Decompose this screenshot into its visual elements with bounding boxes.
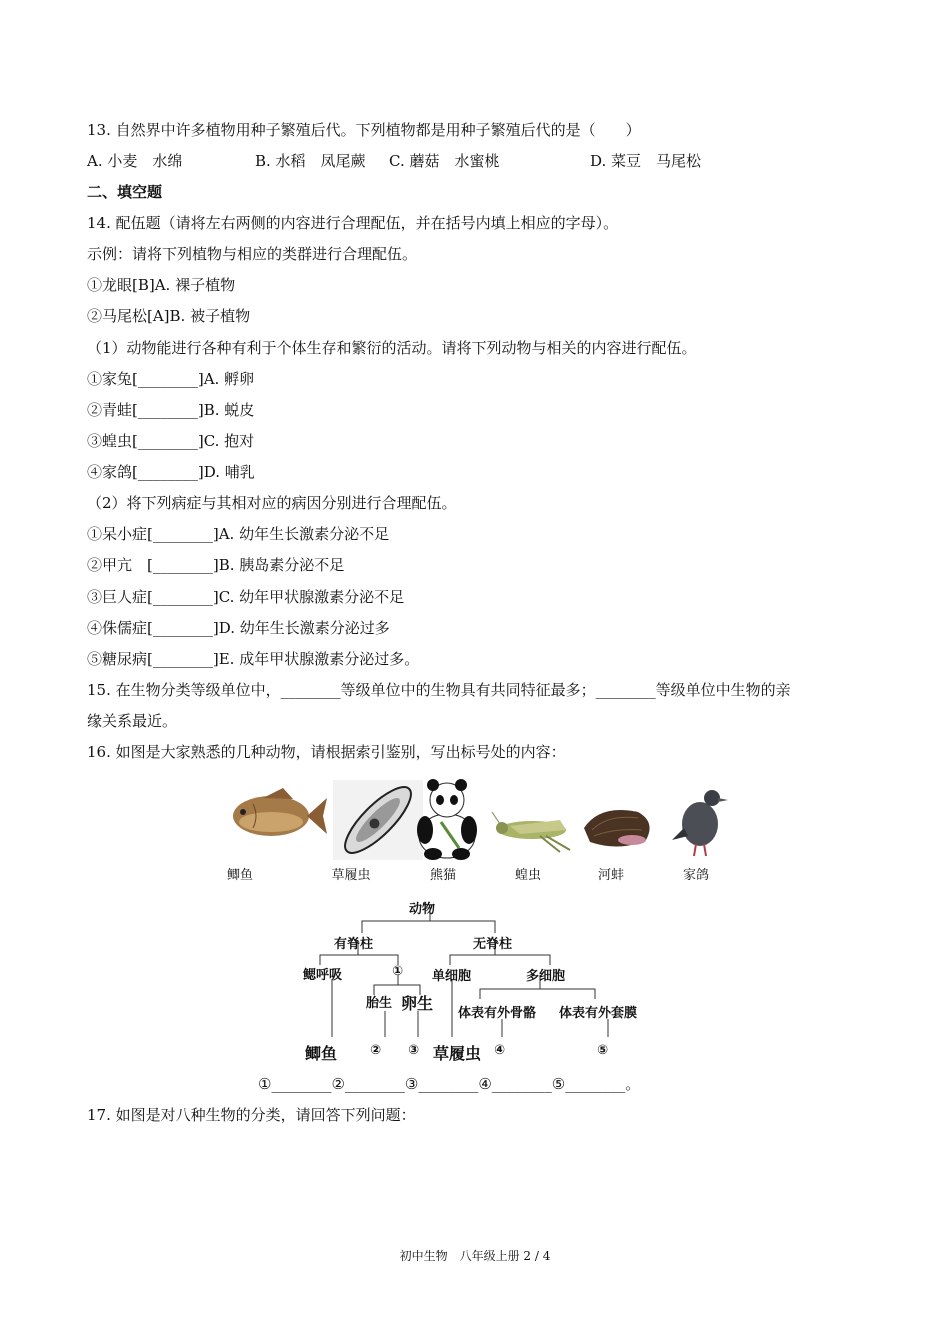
animals-figure xyxy=(215,778,735,888)
key-oviparous: 卵生 xyxy=(401,994,434,1013)
q13-option-b: B. 水稻 凤尾蕨 xyxy=(255,152,366,170)
fish-icon xyxy=(223,786,328,846)
key-unicellular: 单细胞 xyxy=(432,969,472,984)
q14-stem: 14. 配伍题（请将左右两侧的内容进行合理配伍，并在括号内填上相应的字母）。 xyxy=(87,214,619,232)
q14-part2-line: ⑤糖尿病[________]E. 成年甲状腺激素分泌过多。 xyxy=(87,650,420,668)
q16-answer-blanks: ①________②________③________④________⑤________。 xyxy=(258,1075,641,1093)
key-vertebrate: 有脊柱 xyxy=(334,937,374,952)
q17-stem: 17. 如图是对八种生物的分类，请回答下列问题： xyxy=(87,1106,416,1124)
q14-part1-line: ③蝗虫[________]C. 抱对 xyxy=(87,432,255,450)
q16-stem: 16. 如图是大家熟悉的几种动物，请根据索引鉴别，写出标号处的内容： xyxy=(87,743,566,761)
animal-label-mussel: 河蚌 xyxy=(597,868,624,883)
classification-key xyxy=(290,895,670,1070)
q13-stem: 13. 自然界中许多植物用种子繁殖后代。下列植物都是用种子繁殖后代的是（ ） xyxy=(87,121,641,139)
locust-icon xyxy=(490,808,575,858)
key-invertebrate: 无脊柱 xyxy=(473,937,513,952)
q14-part2-line: ②甲亢 [________]B. 胰岛素分泌不足 xyxy=(87,556,345,574)
q13-option-d: D. 菜豆 马尾松 xyxy=(590,152,702,170)
q14-example-line: ①龙眼[B]A. 裸子植物 xyxy=(87,276,236,294)
q13-option-a: A. 小麦 水绵 xyxy=(87,152,183,170)
paramecium-icon xyxy=(333,780,423,860)
q14-part2-intro: （2）将下列病症与其相对应的病因分别进行合理配伍。 xyxy=(87,494,457,512)
key-blank-3: ③ xyxy=(408,1043,420,1058)
key-blank-5: ⑤ xyxy=(597,1043,609,1058)
key-blank-1: ① xyxy=(392,964,404,979)
key-leaf-fish: 鲫鱼 xyxy=(305,1044,338,1063)
q14-part1-line: ④家鸽[________]D. 哺乳 xyxy=(87,463,255,481)
key-blank-2: ② xyxy=(370,1043,382,1058)
panda-icon xyxy=(411,778,483,860)
q14-part1-line: ①家兔[________]A. 孵卵 xyxy=(87,370,255,388)
key-mantle: 体表有外套膜 xyxy=(559,1006,638,1021)
key-root: 动物 xyxy=(409,902,436,917)
pigeon-icon xyxy=(670,784,730,860)
mussel-icon xyxy=(580,802,655,852)
q13-option-c: C. 蘑菇 水蜜桃 xyxy=(389,152,500,170)
q14-part2-line: ①呆小症[________]A. 幼年生长激素分泌不足 xyxy=(87,525,390,543)
q15-line1: 15. 在生物分类等级单位中，________等级单位中的生物具有共同特征最多；________等级单位中生物的亲 xyxy=(87,681,791,699)
animal-label-paramecium: 草履虫 xyxy=(331,868,371,883)
q14-part1-intro: （1）动物能进行各种有利于个体生存和繁衍的活动。请将下列动物与相关的内容进行配伍。 xyxy=(87,339,697,357)
key-gill: 鳃呼吸 xyxy=(303,968,343,983)
key-viviparous: 胎生 xyxy=(366,996,393,1011)
q14-part1-line: ②青蛙[________]B. 蜕皮 xyxy=(87,401,255,419)
q14-example-intro: 示例：请将下列植物与相应的类群进行合理配伍。 xyxy=(87,245,418,263)
key-blank-4: ④ xyxy=(494,1043,506,1058)
animal-label-locust: 蝗虫 xyxy=(514,868,541,883)
section-title: 二、填空题 xyxy=(87,183,163,201)
q14-example-line: ②马尾松[A]B. 被子植物 xyxy=(87,307,251,325)
animal-label-pigeon: 家鸽 xyxy=(682,868,709,883)
animal-label-fish: 鲫鱼 xyxy=(226,868,253,883)
page-footer: 初中生物 八年级上册 2 / 4 xyxy=(399,1249,551,1263)
q14-part2-line: ③巨人症[________]C. 幼年甲状腺激素分泌不足 xyxy=(87,588,405,606)
animal-label-panda: 熊猫 xyxy=(429,868,456,883)
key-multicellular: 多细胞 xyxy=(526,969,566,984)
q15-line2: 缘关系最近。 xyxy=(87,712,178,730)
key-leaf-paramecium: 草履虫 xyxy=(433,1044,482,1063)
q14-part2-line: ④侏儒症[________]D. 幼年生长激素分泌过多 xyxy=(87,619,390,637)
key-exoskeleton: 体表有外骨骼 xyxy=(458,1006,537,1021)
